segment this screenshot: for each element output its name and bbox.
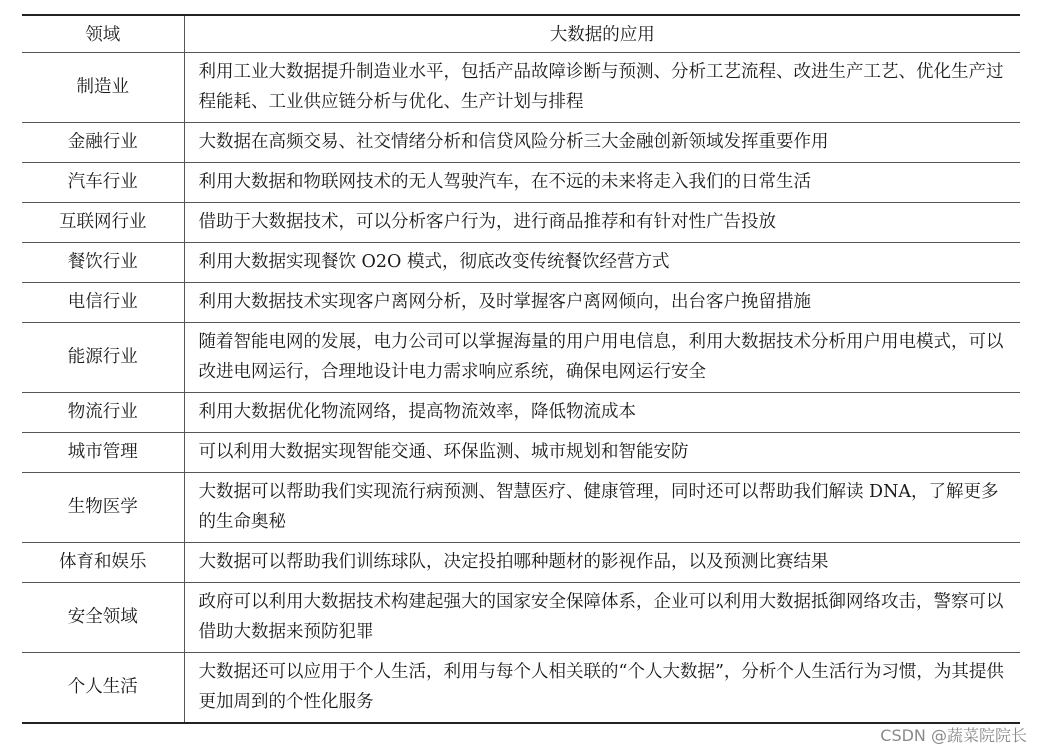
header-field: 领域 [22,15,184,53]
table-row [22,543,1020,583]
row-field: 安全领域 [22,583,184,653]
row-application: 利用大数据技术实现客户离网分析，及时掌握客户离网倾向，出台客户挽留措施 [184,283,1020,323]
row-application: 利用大数据和物联网技术的无人驾驶汽车，在不远的未来将走入我们的日常生活 [184,163,1020,203]
row-application: 政府可以利用大数据技术构建起强大的国家安全保障体系，企业可以利用大数据抵御网络攻击，警察可以借助大数据来预防犯罪 [184,583,1020,653]
table-row [22,123,1020,163]
table-header [22,15,1020,53]
row-application: 随着智能电网的发展，电力公司可以掌握海量的用户用电信息，利用大数据技术分析用户用电模式，可以改进电网运行，合理地设计电力需求响应系统，确保电网运行安全 [184,323,1020,393]
table-row [22,53,1020,123]
row-field: 体育和娱乐 [22,543,184,583]
row-field: 制造业 [22,53,184,123]
table-row [22,433,1020,473]
row-field: 金融行业 [22,123,184,163]
row-field: 生物医学 [22,473,184,543]
table-row [22,243,1020,283]
row-field: 物流行业 [22,393,184,433]
table-row [22,203,1020,243]
table-row [22,163,1020,203]
row-application: 大数据可以帮助我们实现流行病预测、智慧医疗、健康管理，同时还可以帮助我们解读 DNA，了解更多的生命奥秘 [184,473,1020,543]
row-field: 城市管理 [22,433,184,473]
row-application: 利用大数据实现餐饮 O2O 模式，彻底改变传统餐饮经营方式 [184,243,1020,283]
row-application: 大数据在高频交易、社交情绪分析和信贷风险分析三大金融创新领域发挥重要作用 [184,123,1020,163]
row-field: 汽车行业 [22,163,184,203]
row-application: 大数据可以帮助我们训练球队，决定投拍哪种题材的影视作品，以及预测比赛结果 [184,543,1020,583]
table-row [22,283,1020,323]
table-row [22,473,1020,543]
row-field: 个人生活 [22,653,184,724]
row-application: 可以利用大数据实现智能交通、环保监测、城市规划和智能安防 [184,433,1020,473]
row-application: 借助于大数据技术，可以分析客户行为，进行商品推荐和有针对性广告投放 [184,203,1020,243]
table-row [22,653,1020,724]
header-application: 大数据的应用 [184,15,1020,53]
row-field: 互联网行业 [22,203,184,243]
row-application: 大数据还可以应用于个人生活，利用与每个人相关联的“个人大数据”，分析个人生活行为习惯，为其提供更加周到的个性化服务 [184,653,1020,724]
big-data-applications-table [22,14,1020,724]
row-field: 能源行业 [22,323,184,393]
table-row [22,323,1020,393]
row-application: 利用工业大数据提升制造业水平，包括产品故障诊断与预测、分析工艺流程、改进生产工艺、优化生产过程能耗、工业供应链分析与优化、生产计划与排程 [184,53,1020,123]
table-body [22,53,1020,724]
row-field: 电信行业 [22,283,184,323]
csdn-watermark: CSDN @蔬菜院院长 [880,726,1027,745]
row-application: 利用大数据优化物流网络，提高物流效率，降低物流成本 [184,393,1020,433]
big-data-applications-table-container [22,14,1020,724]
row-field: 餐饮行业 [22,243,184,283]
header-row [22,15,1020,53]
table-row [22,583,1020,653]
table-row [22,393,1020,433]
